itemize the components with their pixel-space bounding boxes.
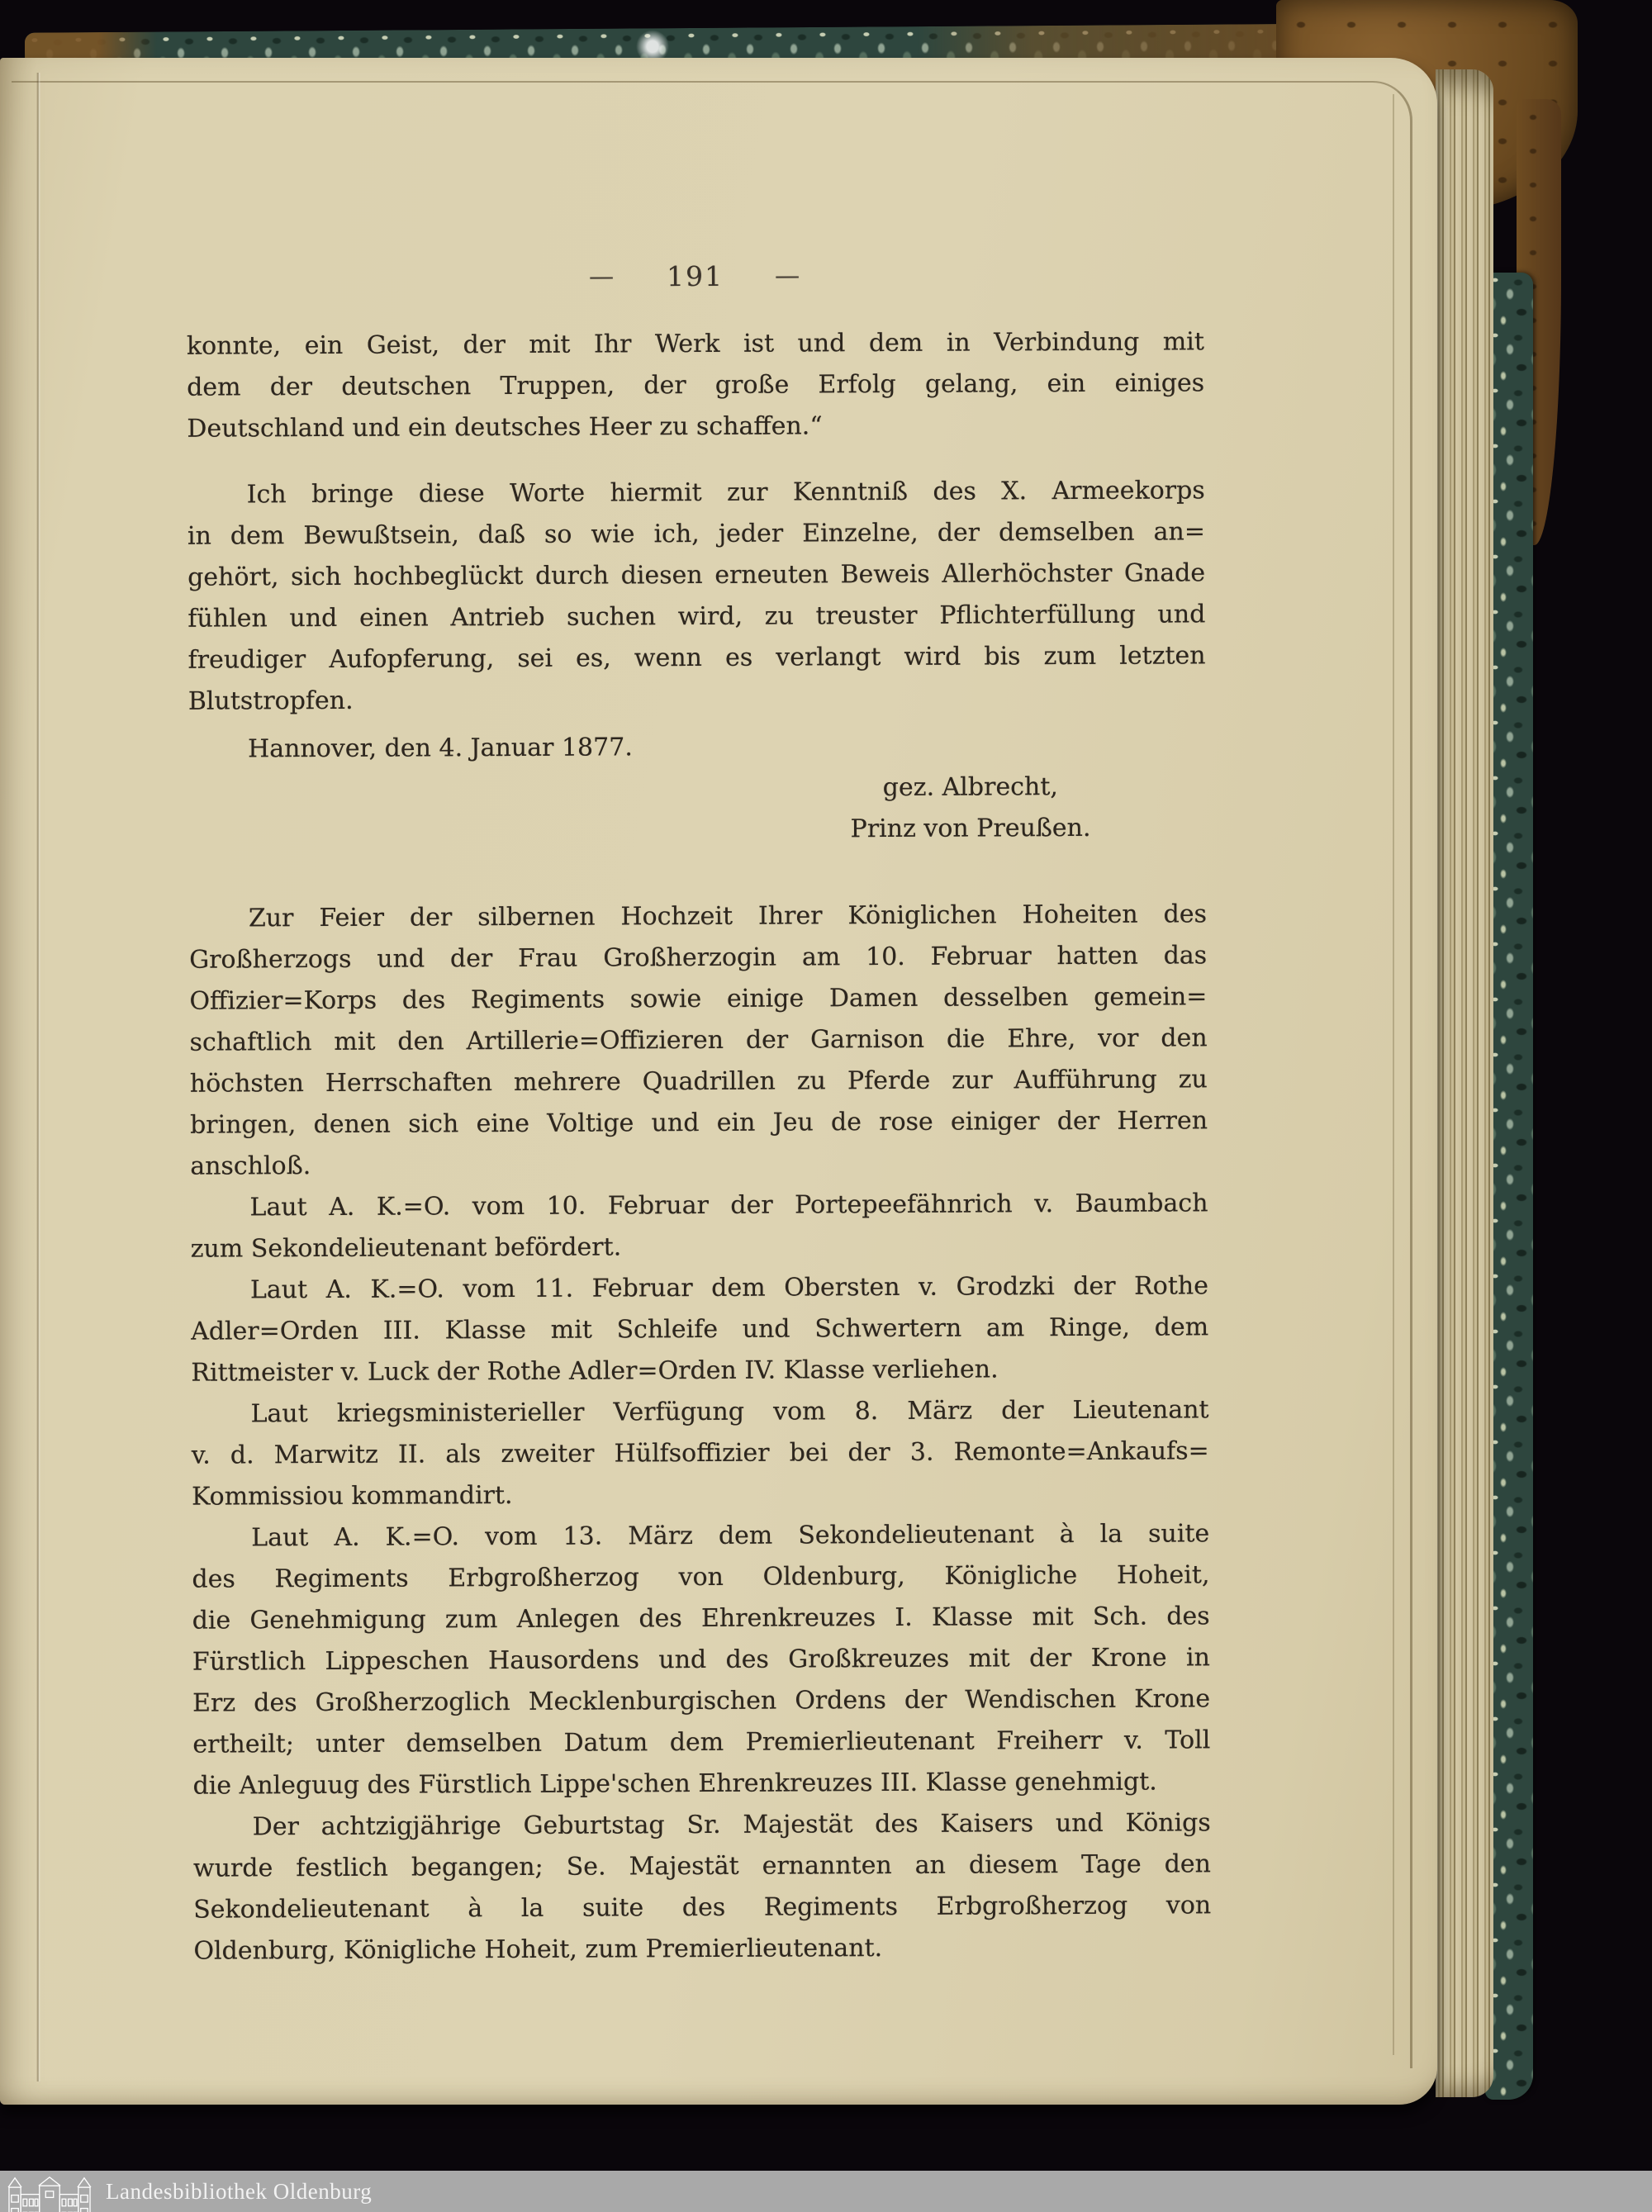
paragraph	[193, 1802, 1212, 1972]
text-line: Laut A. K.=O. vom 10. Februar der Portepeefähnrich v. Baumbach	[249, 1189, 1208, 1222]
signature-line: Prinz von Preußen.	[850, 813, 1091, 844]
text-line: konnte, ein Geist, der mit Ihr Werk ist und dem in Verbindung mit	[186, 327, 1205, 361]
page-edge-ridge-inner	[1393, 94, 1394, 2055]
text-line: Laut A. K.=O. vom 11. Februar dem Obersten v. Grodzki der Rothe	[249, 1271, 1208, 1305]
text-line: schaftlich mit den Artillerie=Offizieren der Garnison die Ehre, vor den	[189, 1023, 1208, 1057]
text-line: freudiger Aufopferung, sei es, wenn es verlangt wird bis zum letzten	[188, 641, 1206, 675]
paragraph	[190, 1183, 1208, 1270]
signature-block	[850, 767, 1090, 850]
text-line: des Regiments Erbgroßherzog von Oldenburg, Königliche Hoheit,	[192, 1560, 1210, 1594]
gutter-crease	[36, 73, 40, 2081]
library-building-icon	[7, 2176, 93, 2212]
text-line: Zur Feier der silbernen Hochzeit Ihrer Königlichen Hoheiten des	[248, 900, 1208, 933]
text-line: in dem Bewußtsein, daß so wie ich, jeder Einzelne, der demselben an=	[187, 517, 1206, 551]
text-line: anschloß.	[190, 1151, 311, 1181]
page-number-dash-right: —	[775, 261, 802, 291]
signature-line: gez. Albrecht,	[882, 772, 1058, 803]
dateline: Hannover, den 4. Januar 1877.	[247, 733, 633, 764]
page-text	[186, 254, 1211, 1972]
text-line: Sekondelieutenant à la suite des Regiments Erbgroßherzog von	[193, 1891, 1212, 1925]
paragraph	[189, 894, 1208, 1187]
text-line: höchsten Herrschaften mehrere Quadrillen zu Pferde zur Aufführung zu	[189, 1065, 1208, 1099]
page-number-dash-left: —	[589, 262, 616, 292]
text-line: die Genehmigung zum Anlegen des Ehrenkreuzes I. Klasse mit Sch. des	[192, 1602, 1210, 1635]
text-line: Blutstropfen.	[188, 686, 354, 716]
page-number	[186, 254, 1203, 299]
paragraph	[191, 1389, 1209, 1517]
page-stack-edges	[1436, 69, 1493, 2097]
paragraph	[191, 1265, 1209, 1393]
text-line: wurde festlich begangen; Se. Majestät ernannten an diesem Tage den	[192, 1849, 1212, 1883]
text-line: Großherzogs und der Frau Großherzogin am 10. Februar hatten das	[189, 941, 1208, 975]
paragraph	[188, 470, 1206, 722]
text-line: Rittmeister v. Luck der Rothe Adler=Orden IV. Klasse verliehen.	[191, 1355, 999, 1388]
text-line: Fürstlich Lippeschen Hausordens und des Großkreuzes mit der Krone in	[192, 1643, 1210, 1677]
book-page	[0, 58, 1437, 2105]
text-line: dem der deutschen Truppen, der große Erfolg gelang, ein einiges	[187, 368, 1205, 402]
watermark-bar	[0, 2171, 1652, 2212]
paragraph	[192, 1513, 1211, 1806]
text-line: Adler=Orden III. Klasse mit Schleife und Schwertern am Ringe, dem	[191, 1312, 1209, 1346]
text-line: ertheilt; unter demselben Datum dem Premierlieutenant Freiherr v. Toll	[192, 1725, 1211, 1759]
text-line: Oldenburg, Königliche Hoheit, zum Premierlieutenant.	[193, 1934, 883, 1966]
text-line: Laut kriegsministerieller Verfügung vom 8. März der Lieutenant	[250, 1395, 1209, 1429]
page-number-value: 191	[666, 259, 724, 293]
text-line: Ich bringe diese Worte hiermit zur Kenntniß des X. Armeekorps	[246, 476, 1205, 510]
text-line: Der achtzigjährige Geburtstag Sr. Majestät des Kaisers und Königs	[252, 1808, 1211, 1842]
text-line: Erz des Großherzoglich Mecklenburgischen Ordens der Wendischen Krone	[192, 1684, 1211, 1718]
text-line: zum Sekondelieutenant befördert.	[190, 1232, 622, 1264]
footer-label: Landesbibliothek Oldenburg	[106, 2179, 373, 2204]
text-line: die Anleguug des Fürstlich Lippe'schen Ehrenkreuzes III. Klasse genehmigt.	[192, 1767, 1157, 1801]
text-line: Laut A. K.=O. vom 13. März dem Sekondelieutenant à la suite	[251, 1519, 1210, 1553]
text-line: Deutschland und ein deutsches Heer zu schaffen.“	[187, 411, 823, 444]
text-line: Offizier=Korps des Regiments sowie einige Damen desselben gemein=	[189, 982, 1208, 1016]
text-line: fühlen und einen Antrieb suchen wird, zu treuster Pflichterfüllung und	[188, 600, 1206, 634]
text-line: bringen, denen sich eine Voltige und ein Jeu de rose einiger der Herren	[189, 1106, 1208, 1140]
text-line: gehört, sich hochbeglückt durch diesen erneuten Beweis Allerhöchster Gnade	[188, 558, 1206, 592]
text-line: Kommissiou kommandirt.	[191, 1480, 513, 1512]
text-line: v. d. Marwitz II. als zweiter Hülfsoffizier bei der 3. Remonte=Ankaufs=	[191, 1436, 1209, 1470]
paragraph	[187, 321, 1205, 449]
